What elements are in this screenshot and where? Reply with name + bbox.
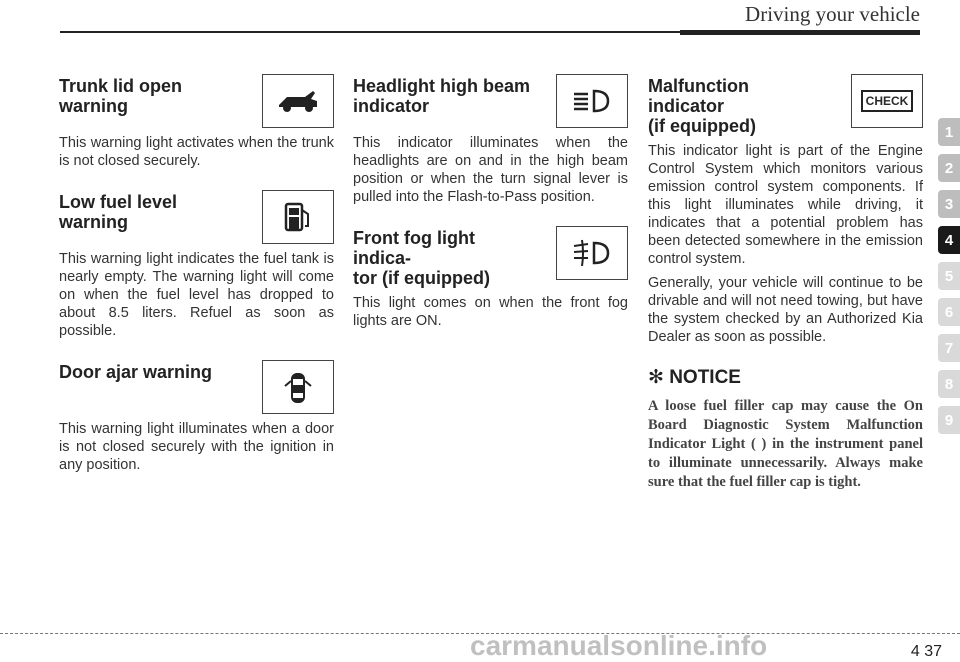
- chapter-tab-9[interactable]: 9: [938, 406, 960, 434]
- column-1: [59, 72, 334, 492]
- chapter-tab-8[interactable]: 8: [938, 370, 960, 398]
- section-text: This warning light activates when the trunk is not closed securely.: [59, 135, 334, 169]
- door-ajar-icon: [262, 360, 334, 414]
- trunk-lid-warning-section: [59, 72, 334, 170]
- paragraph: This indicator light is part of the Engine Control System which monitors various emission control system components. If this light illuminates while driving, it indicates that a potential problem has been detected somewhere in the emission control system.: [648, 143, 923, 267]
- header-rule-accent: [680, 30, 920, 35]
- chapter-tabs: [938, 118, 960, 442]
- section-text: This indicator illuminates when the headlights are on and in the high beam position or when the turn signal lever is pulled into the Flash-to-Pass position.: [353, 135, 628, 205]
- front-fog-light-icon: [556, 226, 628, 280]
- low-fuel-warning-section: [59, 188, 334, 340]
- section-title: Door ajar warning: [59, 362, 213, 382]
- chapter-tab-4[interactable]: 4: [938, 226, 960, 254]
- high-beam-section: [353, 72, 628, 206]
- malfunction-indicator-section: [648, 72, 923, 492]
- paragraph: Generally, your vehicle will continue to be drivable and will not need towing, but have the system checked by an Authorized Kia Dealer as soon as possible.: [648, 275, 923, 345]
- section-text: This warning light indicates the fuel tank is nearly empty. The warning light will come on when the fuel level has dropped to about 8.5 liters. Refuel as soon as possible.: [59, 251, 334, 339]
- front-fog-light-section: [353, 224, 628, 330]
- column-2: [353, 72, 628, 348]
- chapter-tab-5[interactable]: 5: [938, 262, 960, 290]
- section-title: Headlight high beam indicator: [353, 76, 531, 116]
- header-title: Driving your vehicle: [745, 2, 920, 26]
- door-ajar-warning-section: [59, 358, 334, 474]
- watermark: carmanualsonline.info: [470, 630, 768, 661]
- chapter-tab-7[interactable]: 7: [938, 334, 960, 362]
- car-trunk-open-icon: [262, 74, 334, 128]
- page-number: 4 37: [910, 643, 942, 660]
- chapter-tab-6[interactable]: 6: [938, 298, 960, 326]
- section-text: This light comes on when the front fog lights are ON.: [353, 295, 628, 329]
- notice-text: A loose fuel filler cap may cause the On Board Diagnostic System Malfunction Indicator Light ( ) in the instrument panel to illuminate unnecessarily. Always make sure that the fuel filler cap is tight.: [648, 398, 923, 490]
- section-title: Trunk lid open warning: [59, 76, 183, 116]
- column-3: [648, 72, 923, 510]
- notice-title: ✻ NOTICE: [648, 367, 741, 388]
- chapter-tab-3[interactable]: 3: [938, 190, 960, 218]
- check-engine-icon: [851, 74, 923, 128]
- section-title: Front fog light indica- tor (if equipped): [353, 228, 490, 288]
- high-beam-icon: [556, 74, 628, 128]
- fuel-pump-icon: [262, 190, 334, 244]
- chapter-tab-1[interactable]: 1: [938, 118, 960, 146]
- section-title: Malfunction indicator (if equipped): [648, 76, 756, 136]
- section-title: Low fuel level warning: [59, 192, 178, 232]
- chapter-tab-2[interactable]: 2: [938, 154, 960, 182]
- section-text: This warning light illuminates when a door is not closed securely with the ignition in any position.: [59, 421, 334, 473]
- check-engine-label: CHECK: [865, 94, 909, 108]
